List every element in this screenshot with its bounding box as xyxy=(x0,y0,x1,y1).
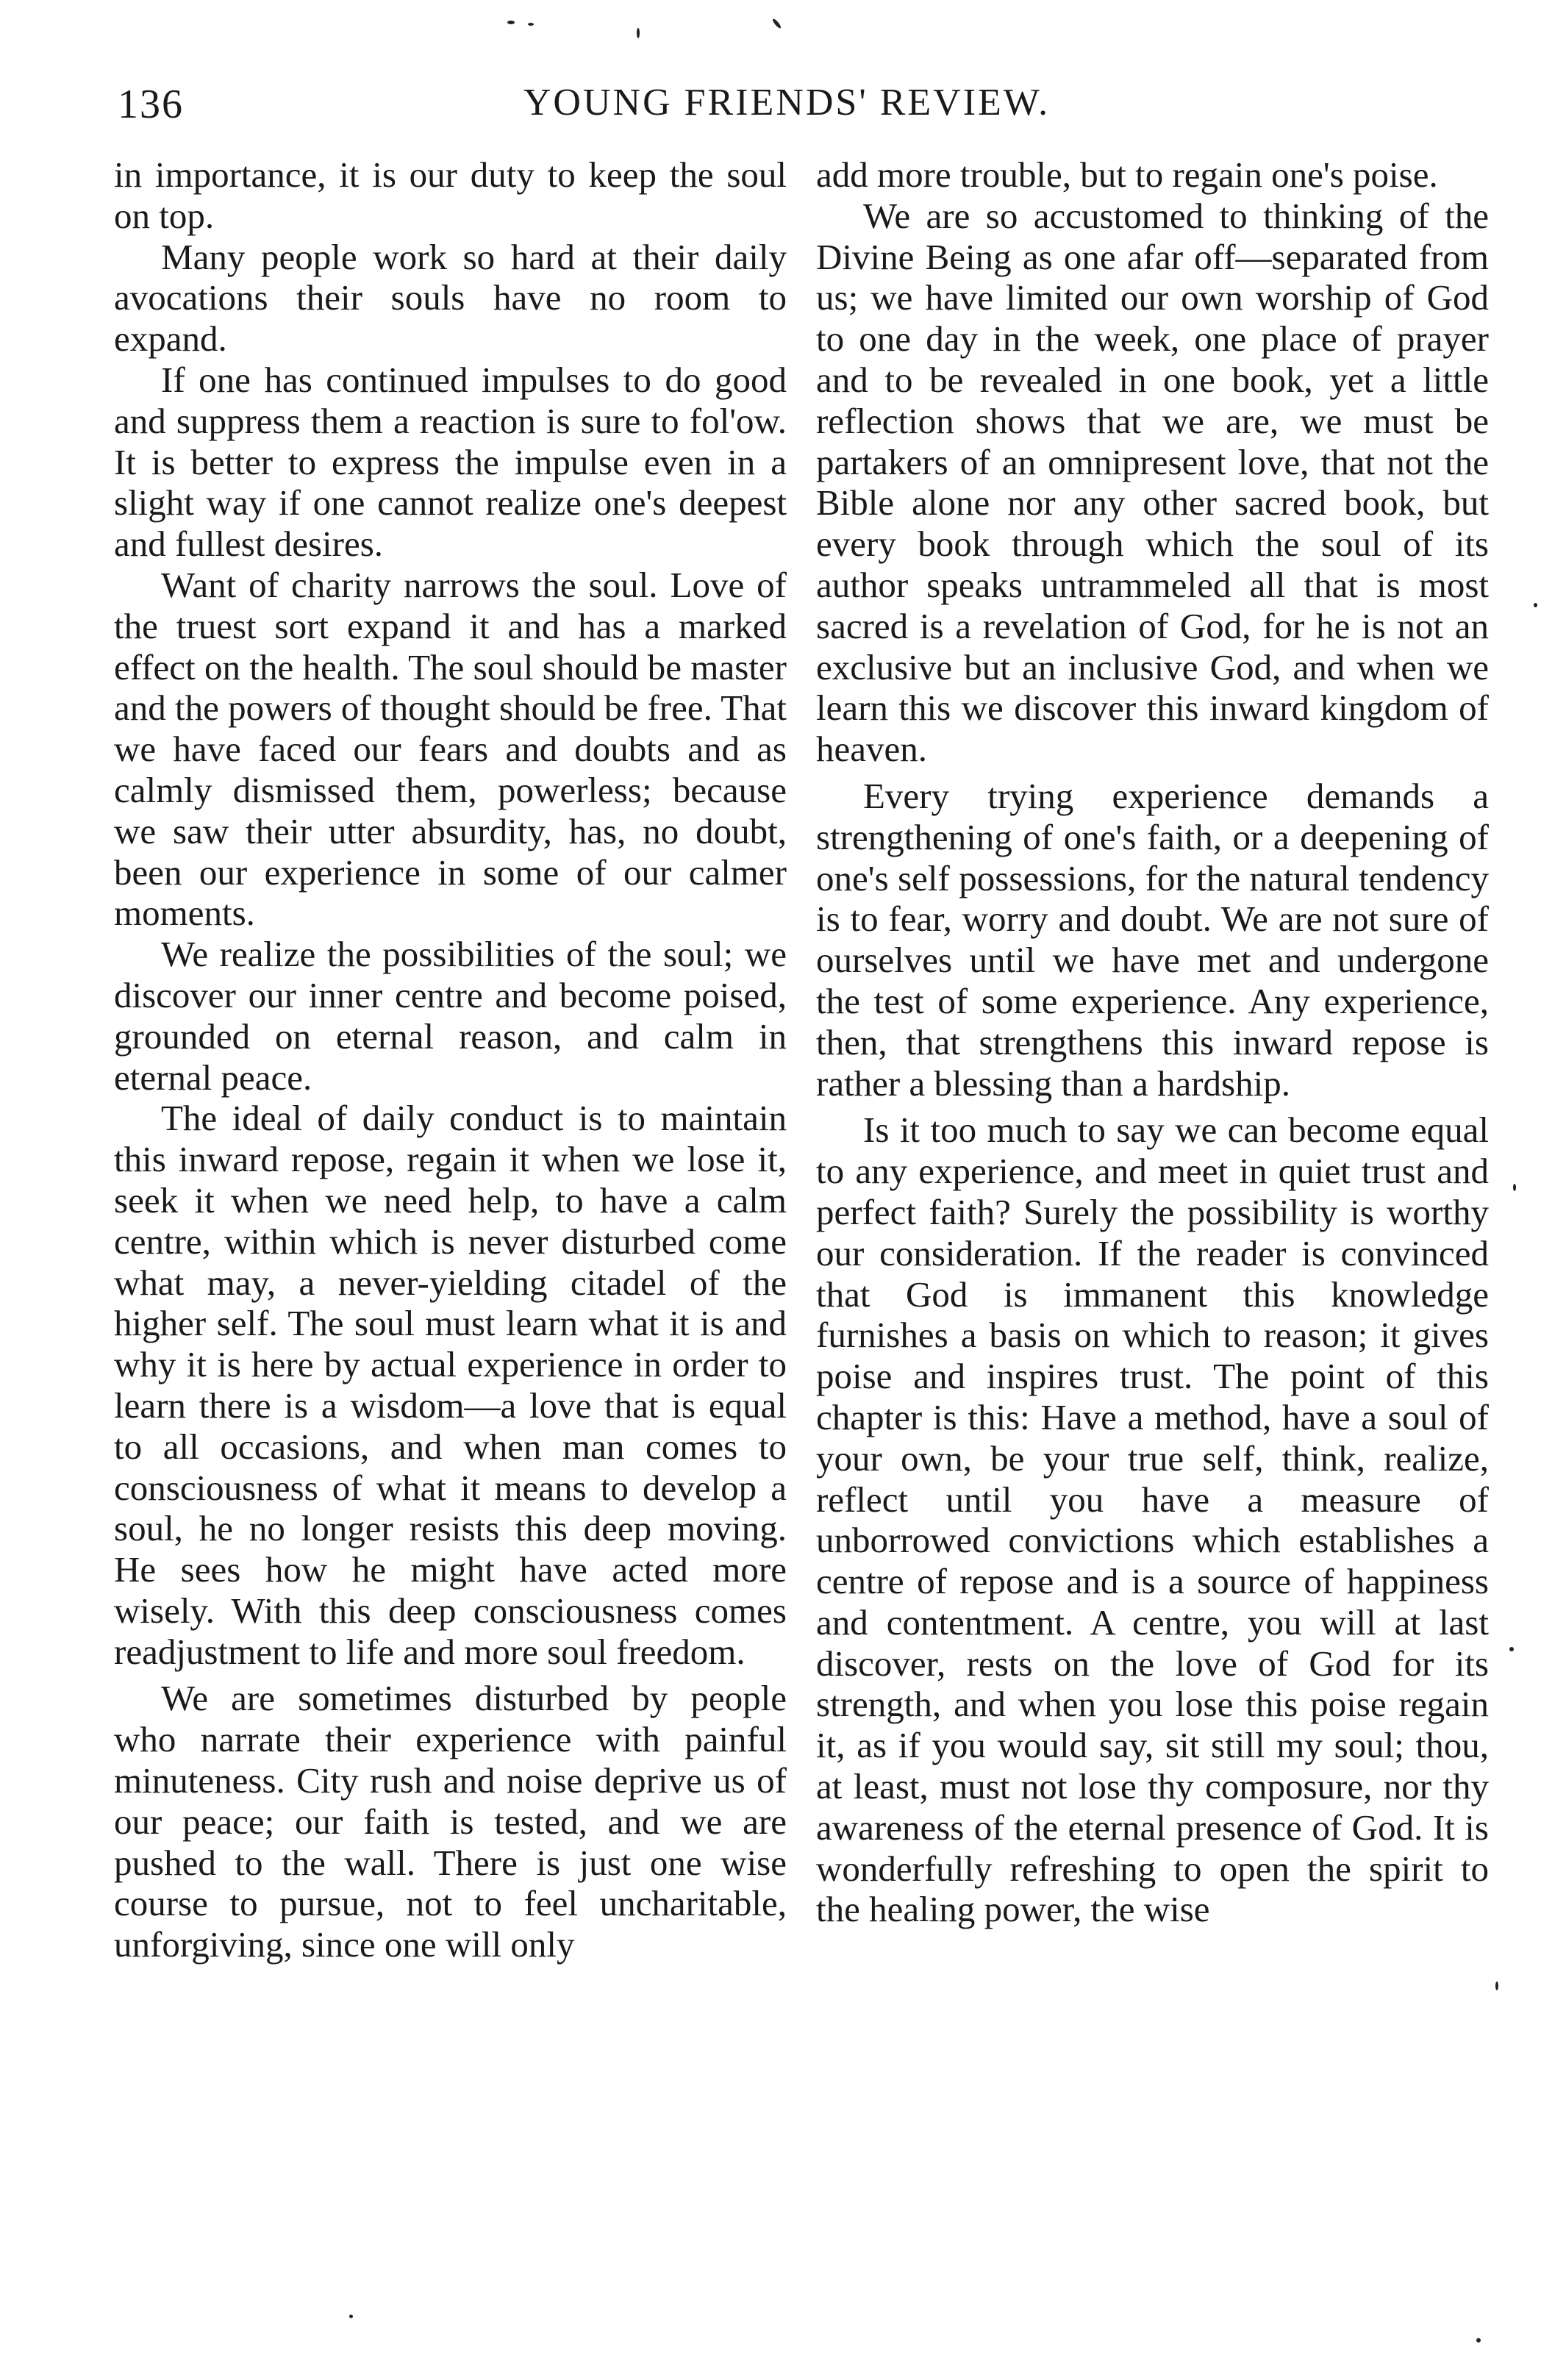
print-speck xyxy=(1476,2338,1481,2343)
paragraph: We realize the possibilities of the soul; we discover our inner centre and become poised, grounded on eternal reason, and calm in eternal peace. xyxy=(114,934,787,1098)
paragraph: We are sometimes disturbed by people who narrate their experience with painful minuteness. City rush and noise deprive us of our peace; our faith is tested, and we are pushed to the wall. There is just one wise course to pursue, not to feel uncharitable, unforgiving, since one will only xyxy=(114,1678,787,1965)
paragraph: We are so accustomed to thinking of the Divine Being as one afar off—separated from us; we have limited our own worship of God to one day in the week, one place of prayer and to be revealed in one book, yet a little reflection shows that we are, we must be partakers of an omnipresent love, that not the Bible alone nor any other sacred book, but every book through which the soul of its author speaks untrammeled all that is most sacred is a revelation of God, for he is not an exclusive but an inclusive God, and when we learn this we discover this inward kingdom of heaven. xyxy=(816,195,1489,770)
print-speck xyxy=(1509,1647,1514,1651)
right-column xyxy=(816,154,1489,1930)
left-column xyxy=(114,154,787,1965)
running-head: YOUNG FRIENDS' REVIEW. xyxy=(523,82,1051,124)
paragraph: Want of charity narrows the soul. Love of the truest sort expand it and has a marked effect on the health. The soul should be master and the powers of thought should be free. That we have faced our fears and doubts and as calmly dismissed them, powerless; because we saw their utter absurdity, has, no doubt, been our experience in some of our calmer moments. xyxy=(114,564,787,934)
paragraph: If one has continued impulses to do good and suppress them a reaction is sure to fol'ow. It is better to express the impulse even in a slight way if one cannot realize one's deepest and fullest desires. xyxy=(114,359,787,565)
paragraph: Every trying experience demands a strengthening of one's faith, or a deepening of one's self possessions, for the natural tendency is to fear, worry and doubt. We are not sure of ourselves until we have met and undergone the test of some experience. Any experience, then, that strengthens this inward repose is rather a blessing than a hardship. xyxy=(816,775,1489,1104)
print-speck xyxy=(771,18,782,29)
print-speck xyxy=(349,2315,353,2318)
paragraph: Is it too much to say we can become equal to any experience, and meet in quiet trust and perfect faith? Surely the possibility is worthy our consideration. If the reader is convinced that God is immanent this knowledge furnishes a basis on which to reason; it gives poise and inspires trust. The point of this chapter is this: Have a method, have a soul of your own, be your true self, think, realize, reflect until you have a measure of unborrowed convictions which establishes a centre of repose and is a source of happiness and contentment. A centre, you will at last discover, rests on the love of God for its strength, and when you lose this poise regain it, as if you would say, sit still my soul; thou, at least, must not lose thy composure, nor thy awareness of the eternal presence of God. It is wonderfully refreshing to open the spirit to the healing power, the wise xyxy=(816,1109,1489,1930)
print-speck xyxy=(1495,1981,1498,1990)
print-speck xyxy=(507,21,515,24)
print-speck xyxy=(1534,603,1537,607)
print-speck xyxy=(528,23,534,26)
print-speck xyxy=(1513,1184,1516,1191)
page-number: 136 xyxy=(118,82,184,127)
paragraph: The ideal of daily conduct is to maintain this inward repose, regain it when we lose it, seek it when we need help, to have a calm centre, within which is never disturbed come what may, a never-yielding citadel of the higher self. The soul must learn what it is and why it is here by actual experience in order to learn there is a wisdom—a love that is equal to all occasions, and when man comes to consciousness of what it means to develop a soul, he no longer resists this deep moving. He sees how he might have acted more wisely. With this deep consciousness comes readjustment to life and more soul freedom. xyxy=(114,1098,787,1672)
print-speck xyxy=(637,28,640,38)
paragraph: add more trouble, but to regain one's poise. xyxy=(816,154,1438,195)
page-header xyxy=(118,81,1456,140)
paragraph: in importance, it is our duty to keep the soul on top. xyxy=(114,154,787,236)
paragraph: Many people work so hard at their daily avocations their souls have no room to expand. xyxy=(114,236,787,360)
